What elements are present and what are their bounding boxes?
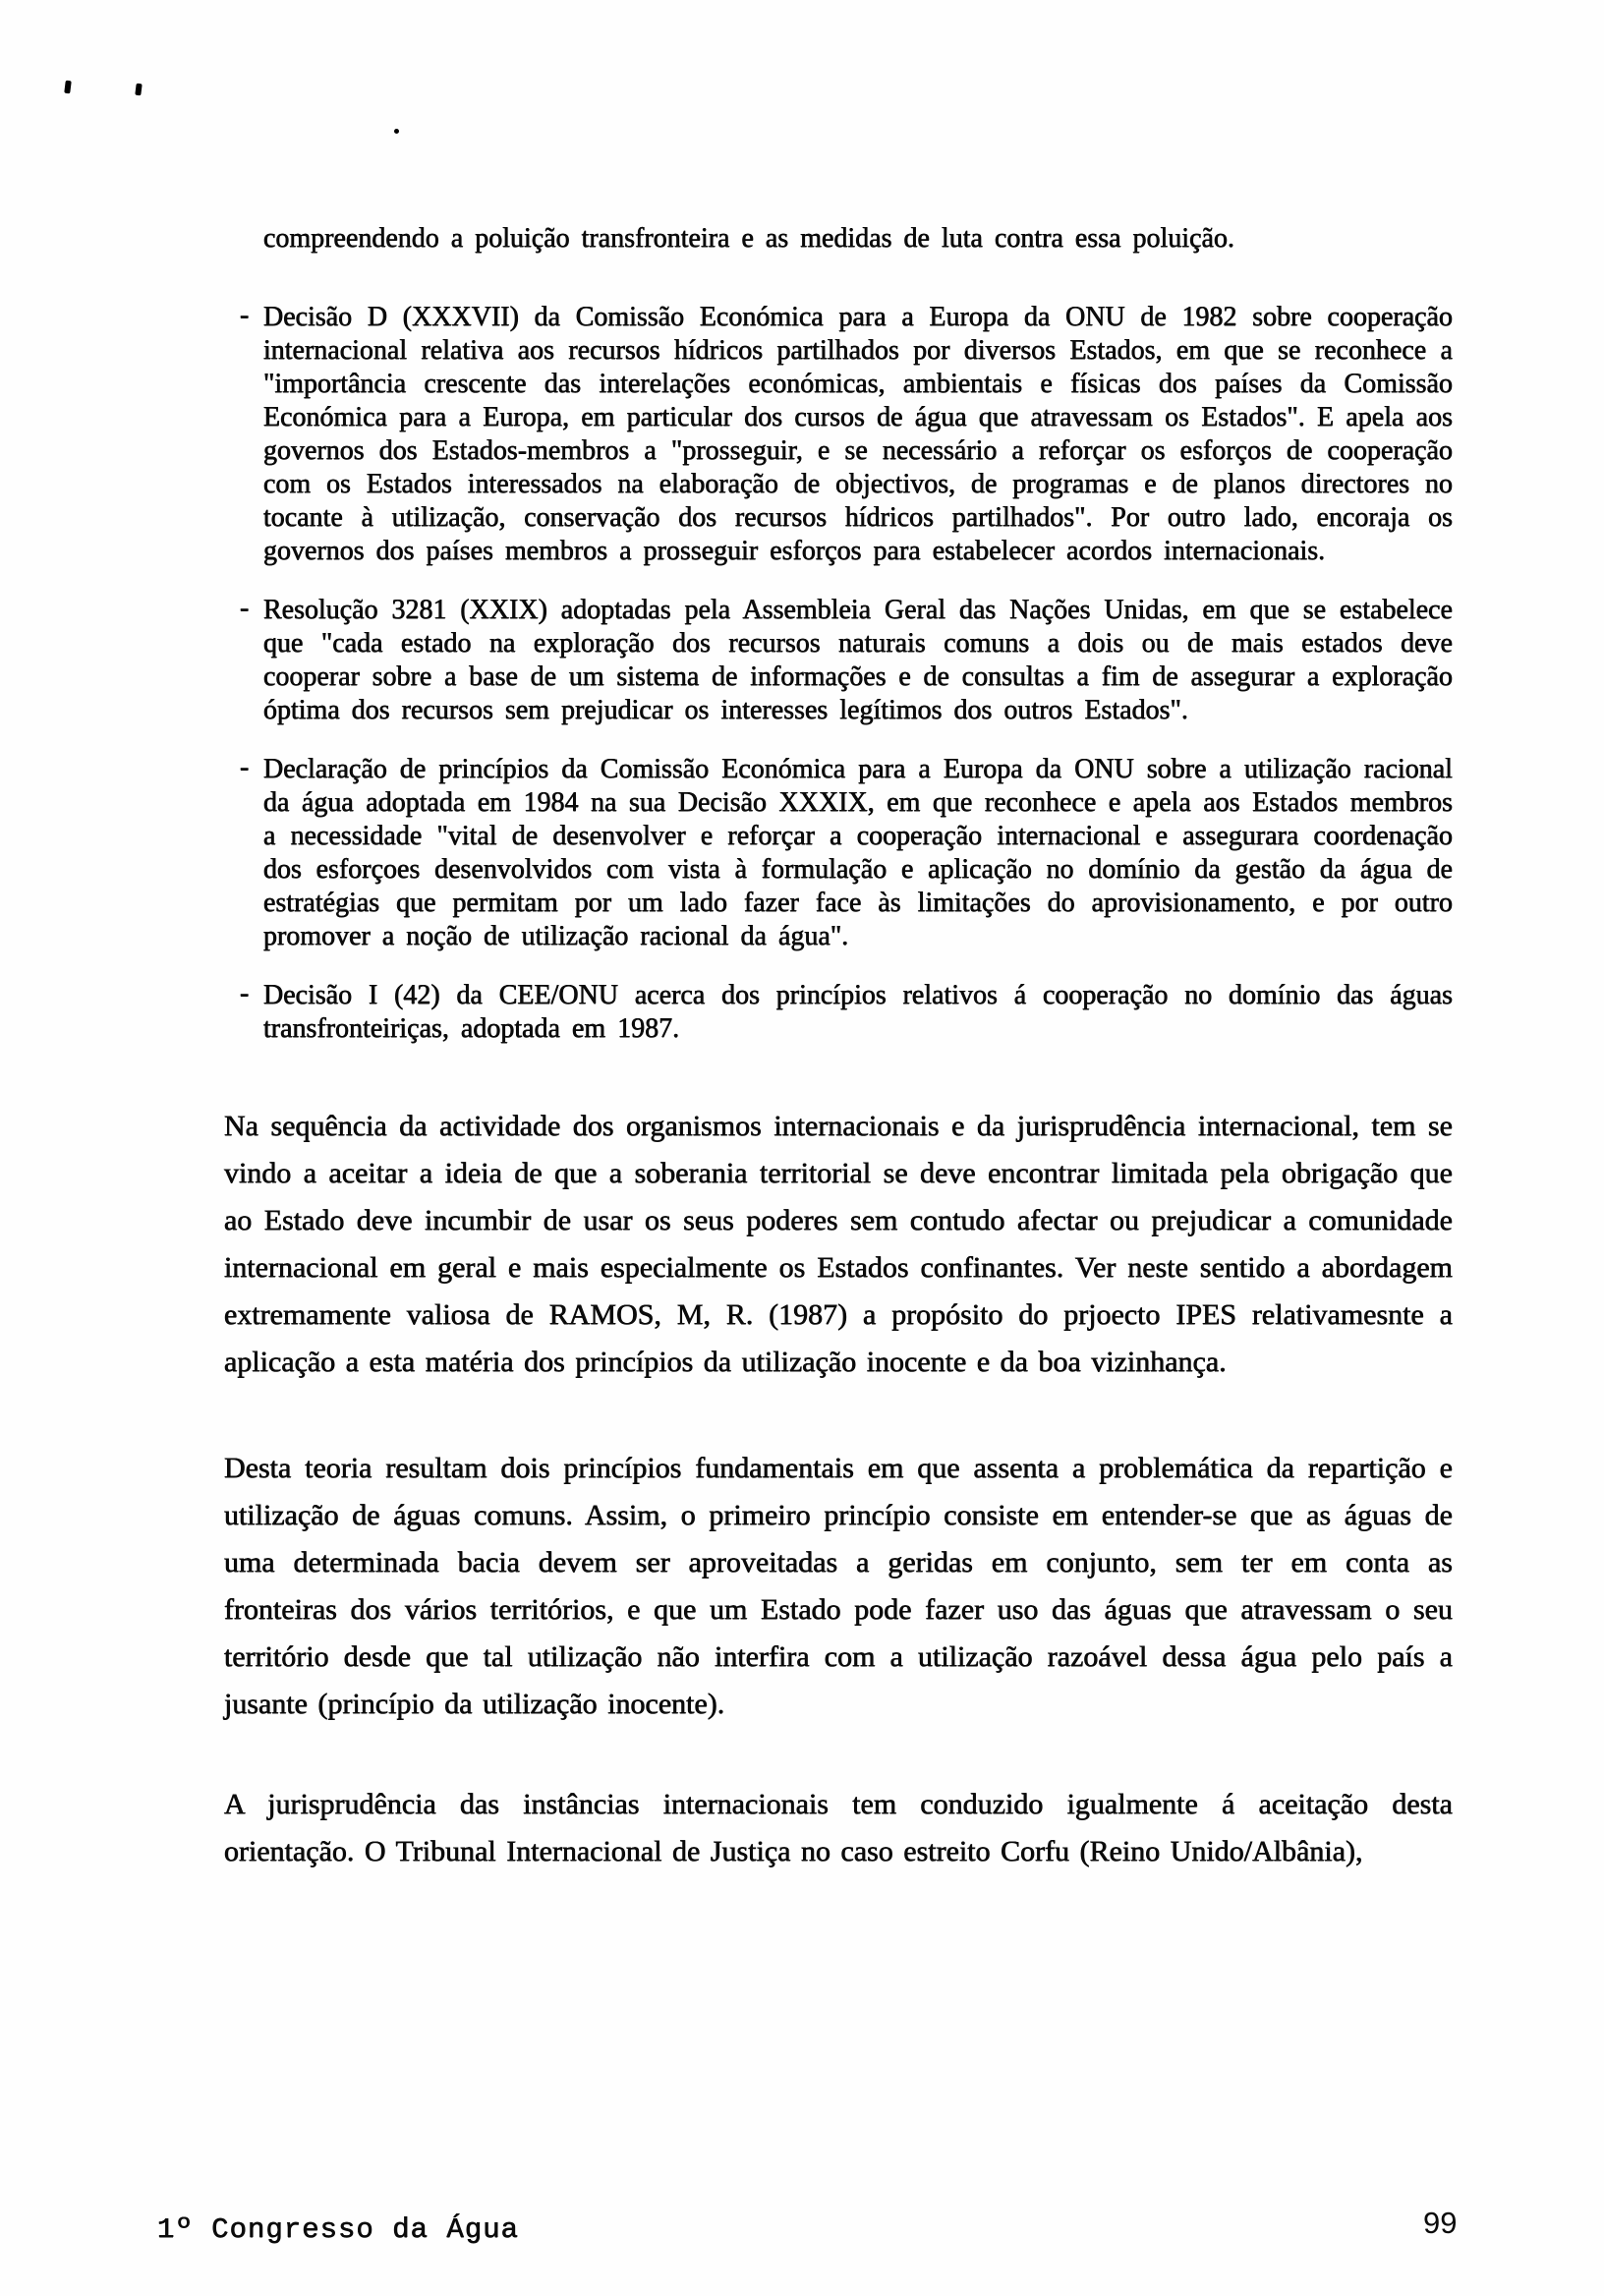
list-item xyxy=(224,594,1453,727)
list-item-dash-marker: - xyxy=(240,978,250,1008)
page-number: 99 xyxy=(1423,2206,1458,2240)
scan-artifact-tick xyxy=(64,81,72,94)
scan-artifact-dot xyxy=(394,129,399,134)
list-item xyxy=(224,979,1453,1046)
list-item-dash-marker: - xyxy=(240,752,250,782)
list-item-text: Decisão I (42) da CEE/ONU acerca dos princípios relativos á cooperação no domínio das águas transfronteiriças, adoptada em 1987. xyxy=(263,980,1453,1044)
list-item-text: Declaração de princípios da Comissão Económica para a Europa da ONU sobre a utilização racional da água adoptada em 1984 na sua Decisão XXXIX, em que reconhece e apela aos Estados membros a necessidade "vital de desenvolver e reforçar a cooperação internacional e assegurara coordenação dos esforçoes desenvolvidos com vista à formulação e aplicação no domínio da gestão da água de estratégias que permitam por um lado fazer face às limitações do aprovisionamento, e por outro promover a noção de utilização racional da água". xyxy=(263,754,1453,951)
list-item-dash-marker: - xyxy=(240,593,250,623)
footer-congress-title: 1º Congresso da Água xyxy=(157,2213,520,2246)
list-item-text: Decisão D (XXXVII) da Comissão Económica para a Europa da ONU de 1982 sobre cooperação internacional relativa aos recursos hídricos partilhados por diversos Estados, em que se reconhece a "importância crescente das interelações económicas, ambientais e físicas dos países da Comissão Económica para a Europa, em particular dos cursos de água que atravessam os Estados". E apela aos governos dos Estados-membros a "prosseguir, e se necessário a reforçar os esforços de cooperação com os Estados interessados na elaboração de objectivos, de programas e de planos directores no tocante à utilização, conservação dos recursos hídricos partilhados". Por outro lado, encoraja os governos dos países membros a prosseguir esforços para estabelecer acordos internacionais. xyxy=(263,302,1453,566)
list-item xyxy=(224,753,1453,953)
list-item-dash-marker: - xyxy=(240,300,250,330)
scan-artifact-tick xyxy=(135,84,142,96)
document-body xyxy=(224,222,1453,1875)
list-item xyxy=(224,301,1453,568)
body-paragraph: Na sequência da actividade dos organismos internacionais e da jurisprudência internacional, tem se vindo a aceitar a ideia de que a soberania territorial se deve encontrar limitada pela obrigação que ao Estado deve incumbir de usar os seus poderes sem contudo afectar ou prejudicar a comunidade internacional em geral e mais especialmente os Estados confinantes. Ver neste sentido a abordagem extremamente valiosa de RAMOS, M, R. (1987) a propósito do prjoecto IPES relativamesnte a aplicação a esta matéria dos princípios da utilização inocente e da boa vizinhança. xyxy=(224,1110,1453,1378)
body-paragraph: A jurisprudência das instâncias internacionais tem conduzido igualmente á aceitação desta orientação. O Tribunal Internacional de Justiça no caso estreito Corfu (Reino Unido/Albânia), xyxy=(224,1788,1453,1867)
body-paragraph: Desta teoria resultam dois princípios fundamentais em que assenta a problemática da repartição e utilização de águas comuns. Assim, o primeiro princípio consiste em entender-se que as águas de uma determinada bacia devem ser aproveitadas a geridas em conjunto, sem ter em conta as fronteiras dos vários territórios, e que um Estado pode fazer uso das águas que atravessam o seu território desde que tal utilização não interfira com a utilização razoável dessa água pelo país a jusante (princípio da utilização inocente). xyxy=(224,1452,1453,1720)
list-continuation-paragraph: compreendendo a poluição transfronteira e as medidas de luta contra essa poluição. xyxy=(263,223,1234,254)
list-item-text: Resolução 3281 (XXIX) adoptadas pela Assembleia Geral das Nações Unidas, em que se estabelece que "cada estado na exploração dos recursos naturais comuns a dois ou de mais estados deve cooperar sobre a base de um sistema de informações e de consultas a fim de assegurar a exploração óptima dos recursos sem prejudicar os interesses legítimos dos outros Estados". xyxy=(263,595,1453,725)
